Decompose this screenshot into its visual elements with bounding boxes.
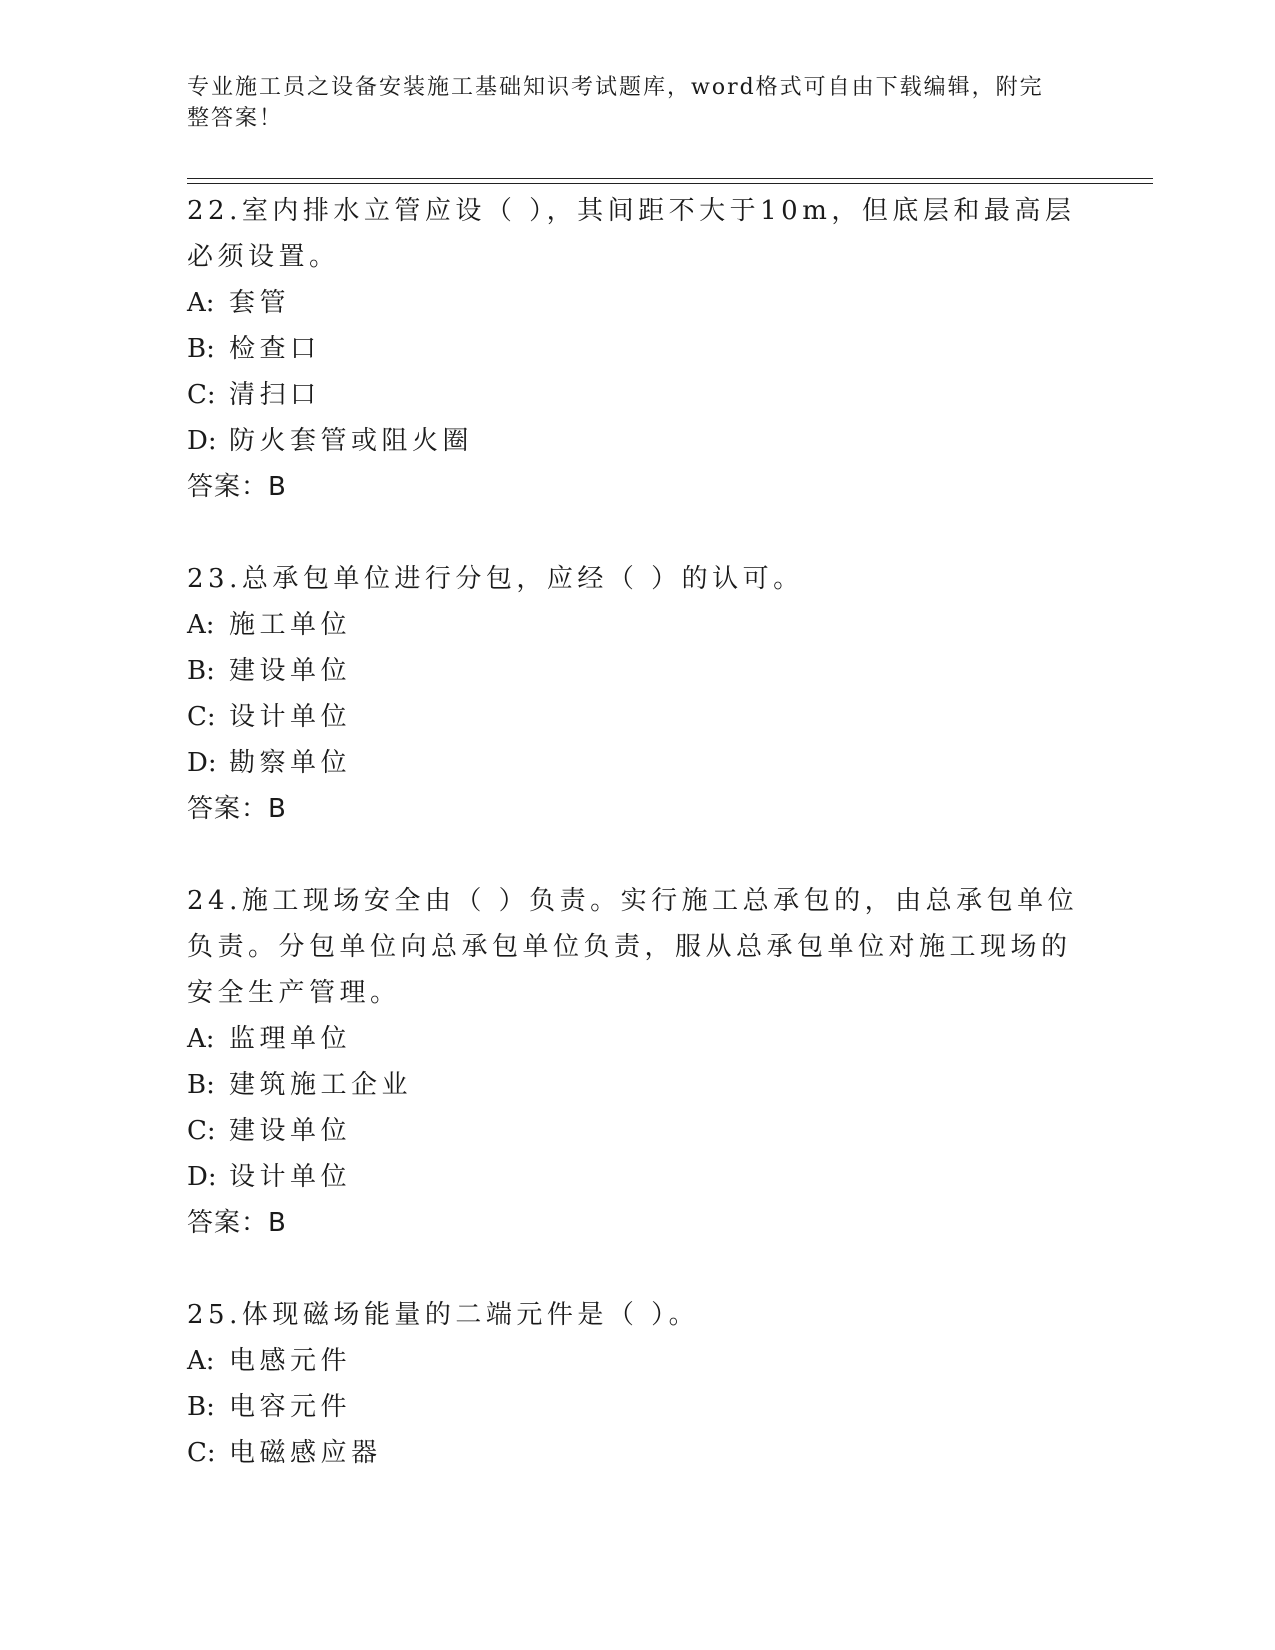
option-key: A:: [187, 1346, 215, 1376]
option-key: B:: [187, 334, 215, 364]
option-key: C:: [187, 1116, 216, 1146]
header-divider-top: [187, 178, 1153, 179]
option-a: [187, 1016, 1087, 1062]
option-text: 清扫口: [229, 380, 321, 410]
option-text: 电磁感应器: [229, 1438, 382, 1468]
option-text: 监理单位: [229, 1024, 352, 1054]
question-text: 24.施工现场安全由（ ）负责。实行施工总承包的，由总承包单位负责。分包单位向总承包单位负责，服从总承包单位对施工现场的安全生产管理。: [187, 886, 1079, 1008]
header-divider-bottom: [187, 183, 1153, 184]
option-text: 套管: [229, 288, 291, 318]
answer-line: 答案：B: [187, 794, 287, 824]
option-b: [187, 1062, 1087, 1108]
question-text: 25.体现磁场能量的二端元件是（ ）。: [187, 1300, 700, 1330]
question-spacer: [187, 832, 1087, 878]
option-key: D:: [187, 426, 217, 456]
option-a: [187, 1338, 1087, 1384]
option-key: A:: [187, 1024, 215, 1054]
option-b: [187, 1384, 1087, 1430]
option-d: [187, 1154, 1087, 1200]
option-b: [187, 326, 1087, 372]
question-25: [187, 1292, 1087, 1476]
option-key: A:: [187, 610, 215, 640]
option-key: B:: [187, 656, 215, 686]
option-key: B:: [187, 1070, 215, 1100]
answer-line: 答案：B: [187, 472, 287, 502]
question-text: 23.总承包单位进行分包，应经（ ）的认可。: [187, 564, 804, 594]
question-spacer: [187, 510, 1087, 556]
option-d: [187, 418, 1087, 464]
option-key: D:: [187, 748, 217, 778]
option-key: C:: [187, 380, 216, 410]
option-text: 建设单位: [229, 1116, 352, 1146]
option-text: 建设单位: [229, 656, 352, 686]
option-c: [187, 372, 1087, 418]
option-key: C:: [187, 702, 216, 732]
option-c: [187, 1108, 1087, 1154]
question-23: [187, 556, 1087, 832]
option-a: [187, 280, 1087, 326]
option-b: [187, 648, 1087, 694]
option-a: [187, 602, 1087, 648]
header-line-1: 专业施工员之设备安装施工基础知识考试题库，word格式可自由下载编辑，附完: [187, 75, 1044, 100]
document-header: [187, 72, 1067, 134]
question-22: [187, 188, 1087, 510]
question-list: [187, 188, 1087, 1476]
option-key: A:: [187, 288, 215, 318]
option-c: [187, 694, 1087, 740]
option-c: [187, 1430, 1087, 1476]
header-line-2: 整答案！: [187, 106, 284, 131]
option-text: 防火套管或阻火圈: [229, 426, 474, 456]
question-spacer: [187, 1246, 1087, 1292]
option-text: 电容元件: [229, 1392, 352, 1422]
option-text: 建筑施工企业: [229, 1070, 413, 1100]
option-d: [187, 740, 1087, 786]
option-text: 电感元件: [229, 1346, 352, 1376]
option-text: 设计单位: [229, 1162, 352, 1192]
option-text: 设计单位: [229, 702, 352, 732]
option-text: 勘察单位: [229, 748, 352, 778]
question-24: [187, 878, 1087, 1246]
option-key: D:: [187, 1162, 217, 1192]
question-text: 22.室内排水立管应设（ ），其间距不大于10m，但底层和最高层必须设置。: [187, 196, 1076, 272]
option-text: 检查口: [229, 334, 321, 364]
answer-line: 答案：B: [187, 1208, 287, 1238]
option-key: C:: [187, 1438, 216, 1468]
option-key: B:: [187, 1392, 215, 1422]
option-text: 施工单位: [229, 610, 352, 640]
